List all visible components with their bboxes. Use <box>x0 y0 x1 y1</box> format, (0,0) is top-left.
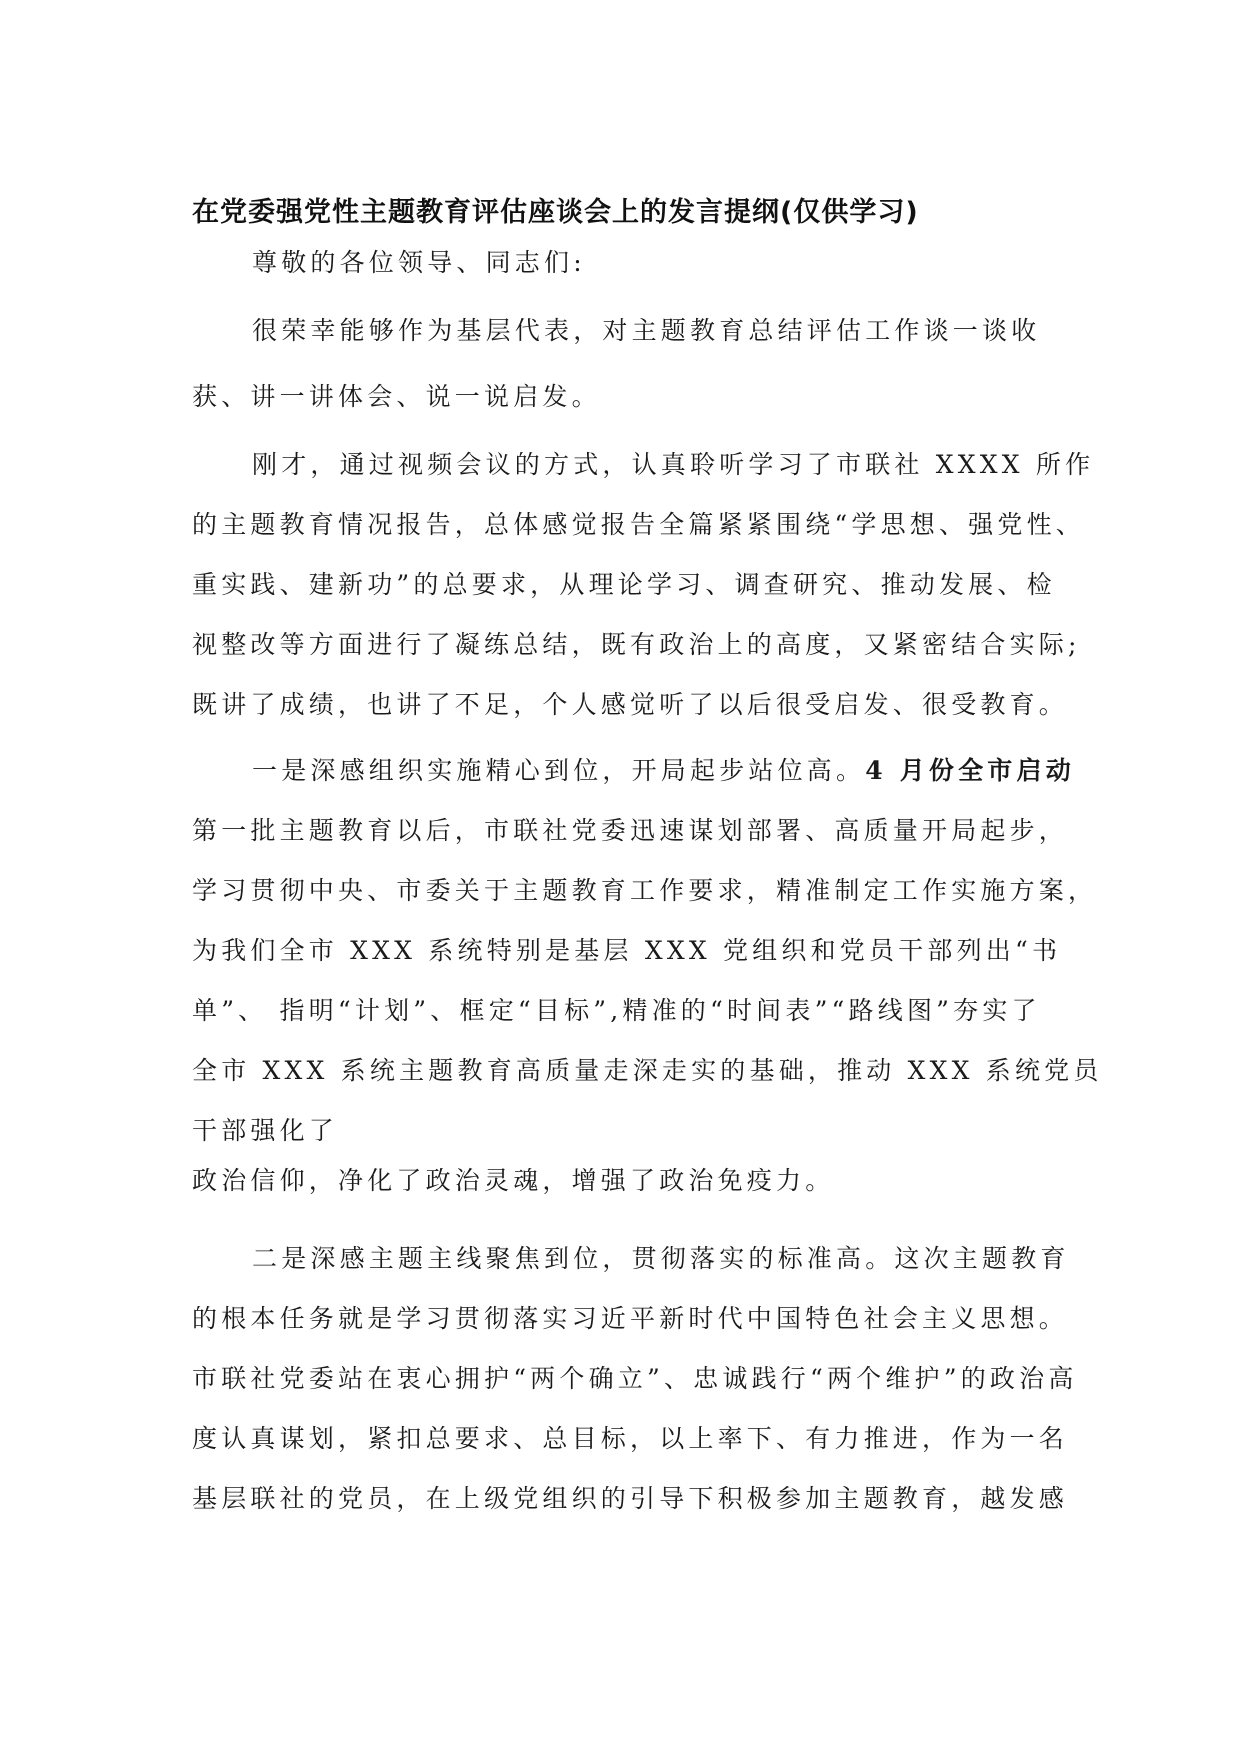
paragraph-line: 为我们全市 XXX 系统特别是基层 XXX 党组织和党员干部列出“书 <box>192 936 1062 965</box>
paragraph-line: 度认真谋划，紧扣总要求、总目标，以上率下、有力推进，作为一名 <box>192 1424 1069 1453</box>
paragraph-line: 市联社党委站在衷心拥护“两个确立”、忠诚践行“两个维护”的政治高 <box>192 1364 1078 1393</box>
paragraph-line: 的主题教育情况报告，总体感觉报告全篇紧紧围绕“学思想、强党性、 <box>192 510 1085 539</box>
paragraph-line: 基层联社的党员，在上级党组织的引导下积极参加主题教育，越发感 <box>192 1484 1069 1513</box>
paragraph-line: 既讲了成绩，也讲了不足，个人感觉听了以后很受启发、很受教育。 <box>192 690 1069 719</box>
paragraph-line: 重实践、建新功”的总要求，从理论学习、调查研究、推动发展、检 <box>192 570 1056 599</box>
paragraph-line: 二是深感主题主线聚焦到位，贯彻落实的标准高。这次主题教育 <box>252 1244 1070 1273</box>
paragraph-line <box>252 754 1075 788</box>
point-one-lead: 一是深感组织实施精心到位，开局起步站位高。 <box>252 756 866 785</box>
paragraph-line: 第一批主题教育以后，市联社党委迅速谋划部署、高质量开局起步， <box>192 816 1069 845</box>
paragraph-line: 视整改等方面进行了凝练总结，既有政治上的高度，又紧密结合实际; <box>192 630 1081 659</box>
point-one-emphasis: 4 月份全市启动 <box>865 756 1075 785</box>
paragraph-line: 全市 XXX 系统主题教育高质量走深走实的基础，推动 XXX 系统党员 <box>192 1056 1103 1085</box>
document-title: 在党委强党性主题教育评估座谈会上的发言提纲(仅供学习) <box>192 197 919 228</box>
paragraph-line: 很荣幸能够作为基层代表，对主题教育总结评估工作谈一谈收 <box>252 316 1041 345</box>
paragraph-line: 获、讲一讲体会、说一说启发。 <box>192 382 601 411</box>
paragraph-line: 干部强化了 <box>192 1116 339 1145</box>
paragraph-line: 学习贯彻中央、市委关于主题教育工作要求，精准制定工作实施方案， <box>192 876 1098 905</box>
paragraph-line: 刚才，通过视频会议的方式，认真聆听学习了市联社 XXXX 所作 <box>252 450 1095 479</box>
paragraph-line: 的根本任务就是学习贯彻落实习近平新时代中国特色社会主义思想。 <box>192 1304 1069 1333</box>
paragraph-line: 单”、 指明“计划”、框定“目标”,精准的“时间表”“路线图”夯实了 <box>192 996 1041 1025</box>
salutation: 尊敬的各位领导、同志们: <box>252 248 586 277</box>
paragraph-line: 政治信仰，净化了政治灵魂，增强了政治免疫力。 <box>192 1166 835 1195</box>
